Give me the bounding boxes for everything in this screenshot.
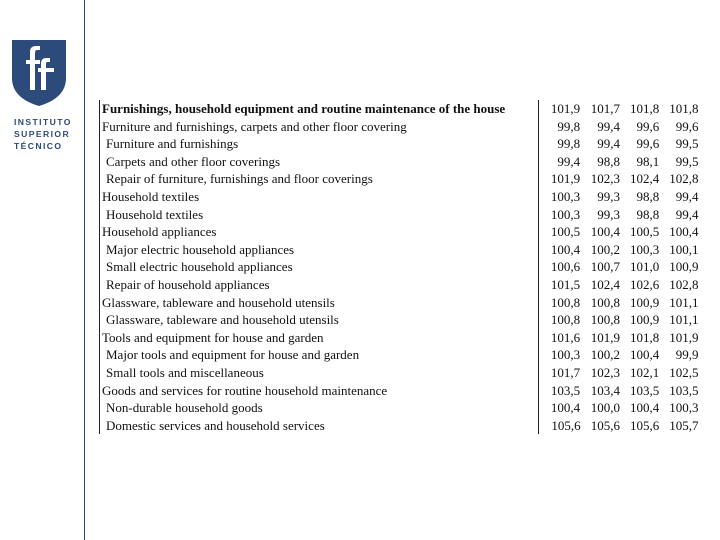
- row-value: 99,5: [675, 153, 699, 169]
- row-value: 105,7: [669, 417, 699, 433]
- row-label: Repair of household appliances: [100, 276, 539, 294]
- table-row: [100, 135, 699, 153]
- row-value: 99,4: [597, 136, 620, 152]
- row-value: 101,7: [590, 101, 620, 116]
- logo-wordmark: [14, 116, 78, 152]
- row-value: 101,1: [669, 312, 699, 328]
- row-value: 100,1: [669, 241, 699, 257]
- row-value: 99,8: [557, 136, 581, 152]
- row-label: Repair of furniture, furnishings and floor coverings: [100, 170, 539, 188]
- table-row: [100, 188, 699, 206]
- table-row: [100, 329, 699, 347]
- row-value: 99,4: [675, 188, 699, 204]
- row-value: 100,2: [590, 241, 620, 257]
- row-value: 100,4: [550, 241, 581, 257]
- row-label: Major tools and equipment for house and garden: [100, 346, 539, 364]
- row-label: Furniture and furnishings, carpets and other floor covering: [100, 118, 539, 136]
- table-row: [100, 382, 699, 400]
- row-value: 102,4: [590, 276, 620, 292]
- table-row: [100, 206, 699, 224]
- row-value: 100,9: [629, 312, 660, 328]
- table-row: [100, 100, 699, 118]
- row-value: 101,9: [550, 171, 581, 187]
- row-value: 103,4: [590, 382, 620, 398]
- row-value: 102,3: [590, 171, 620, 187]
- row-value: 100,9: [669, 259, 699, 275]
- row-label: Domestic services and household services: [100, 417, 539, 435]
- row-value: 100,3: [550, 188, 581, 204]
- logo-line-2: SUPERIOR: [14, 129, 71, 139]
- row-value: 99,4: [675, 206, 699, 222]
- row-label: Glassware, tableware and household utensils: [100, 311, 539, 329]
- logo-line-3: TÉCNICO: [14, 141, 63, 151]
- row-value: 105,6: [629, 417, 660, 433]
- row-value: 102,3: [590, 364, 620, 380]
- row-value: 100,4: [629, 400, 660, 416]
- row-value: 100,4: [669, 224, 699, 240]
- row-value: 99,3: [597, 188, 620, 204]
- row-value: 100,8: [590, 312, 620, 328]
- row-value: 100,8: [550, 294, 581, 310]
- row-label: Glassware, tableware and household utensils: [100, 294, 539, 312]
- row-value: 100,6: [550, 259, 581, 275]
- price-index-table-wrap: [99, 100, 699, 434]
- row-label: Furniture and furnishings: [100, 135, 539, 153]
- row-value: 99,4: [597, 118, 620, 134]
- row-value: 101,8: [629, 329, 660, 345]
- table-row: [100, 294, 699, 312]
- logo-line-1: INSTITUTO: [14, 117, 72, 127]
- row-label: Tools and equipment for house and garden: [100, 329, 539, 347]
- table-row: [100, 153, 699, 171]
- row-value: 100,2: [590, 347, 620, 363]
- row-label: Household appliances: [100, 223, 539, 241]
- table-row: [100, 311, 699, 329]
- row-label: Small electric household appliances: [100, 258, 539, 276]
- row-value: 100,4: [550, 400, 581, 416]
- row-value: 100,3: [550, 206, 581, 222]
- row-value: 100,3: [629, 241, 660, 257]
- table-row: [100, 417, 699, 435]
- row-value: 100,7: [590, 259, 620, 275]
- row-value: 105,6: [551, 417, 581, 433]
- row-value: 101,8: [669, 101, 699, 116]
- row-value: 105,6: [590, 417, 620, 433]
- row-value: 99,6: [675, 118, 699, 134]
- row-value: 101,6: [550, 329, 581, 345]
- row-value: 101,9: [590, 329, 620, 345]
- table-row: [100, 241, 699, 259]
- row-label: Non-durable household goods: [100, 399, 539, 417]
- row-value: 101,7: [550, 364, 581, 380]
- ist-logo-icon: [10, 38, 68, 108]
- row-value: 101,1: [669, 294, 699, 310]
- row-value: 100,4: [590, 224, 620, 240]
- row-label: Household textiles: [100, 206, 539, 224]
- row-value: 99,9: [675, 347, 699, 363]
- row-value: 100,0: [590, 400, 620, 416]
- table-row: [100, 258, 699, 276]
- table-row: [100, 223, 699, 241]
- row-value: 100,3: [669, 400, 699, 416]
- row-label: Household textiles: [100, 188, 539, 206]
- row-value: 99,8: [557, 118, 581, 134]
- table-row: [100, 399, 699, 417]
- row-value: 98,1: [636, 153, 660, 169]
- table-body: [100, 100, 699, 434]
- row-value: 98,8: [636, 206, 660, 222]
- row-value: 101,0: [629, 259, 660, 275]
- row-value: 103,5: [669, 382, 699, 398]
- table-row: [100, 364, 699, 382]
- row-value: 100,5: [629, 224, 660, 240]
- row-value: 100,5: [550, 224, 581, 240]
- sidebar: [0, 0, 85, 540]
- row-value: 102,5: [669, 364, 699, 380]
- row-label: Goods and services for routine household maintenance: [100, 382, 539, 400]
- row-value: 99,5: [675, 136, 699, 152]
- row-value: 100,8: [550, 312, 581, 328]
- row-value: 98,8: [597, 153, 620, 169]
- row-value: 98,8: [636, 188, 660, 204]
- table-row: [100, 118, 699, 136]
- table-row: [100, 346, 699, 364]
- row-label: Small tools and miscellaneous: [100, 364, 539, 382]
- row-label: Major electric household appliances: [100, 241, 539, 259]
- row-value: 102,4: [629, 171, 660, 187]
- row-value: 101,5: [550, 276, 581, 292]
- row-value: 102,1: [629, 364, 660, 380]
- row-value: 103,5: [550, 382, 581, 398]
- row-value: 102,8: [669, 171, 699, 187]
- row-value: 99,3: [597, 206, 620, 222]
- row-value: 100,9: [629, 294, 660, 310]
- row-value: 101,8: [629, 101, 660, 116]
- table-row: [100, 170, 699, 188]
- row-value: 99,6: [636, 136, 660, 152]
- row-value: 99,4: [557, 153, 581, 169]
- row-value: 102,8: [669, 276, 699, 292]
- row-value: 100,4: [629, 347, 660, 363]
- row-value: 102,6: [629, 276, 660, 292]
- row-value: 99,6: [636, 118, 660, 134]
- row-value: 100,8: [590, 294, 620, 310]
- row-label: Carpets and other floor coverings: [100, 153, 539, 171]
- row-value: 100,3: [550, 347, 581, 363]
- row-value: 101,9: [669, 329, 699, 345]
- row-value: 101,9: [550, 101, 581, 116]
- row-label: Furnishings, household equipment and routine maintenance of the house: [100, 100, 539, 118]
- row-value: 103,5: [629, 382, 660, 398]
- table-row: [100, 276, 699, 294]
- price-index-table: [99, 100, 699, 434]
